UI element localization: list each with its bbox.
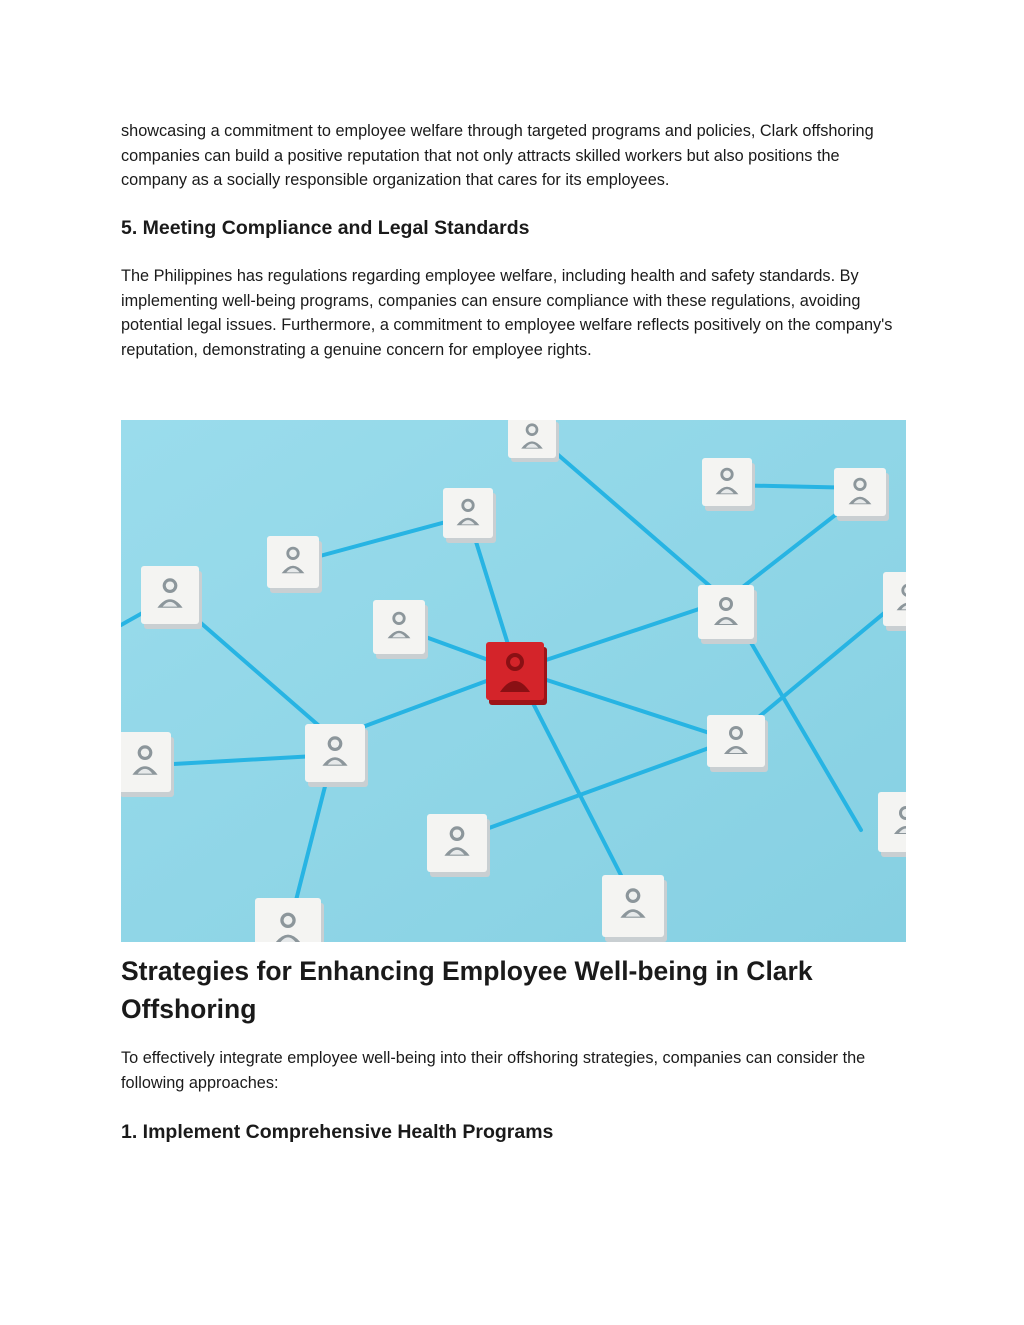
network-illustration — [121, 420, 906, 942]
person-node — [698, 585, 757, 644]
person-node — [121, 732, 174, 797]
person-node — [427, 814, 490, 877]
network-diagram-svg — [121, 420, 906, 942]
strategies-intro: To effectively integrate employee well-being into their offshoring strategies, companies can consider the following approaches: — [121, 1049, 866, 1092]
section-5-body: The Philippines has regulations regarding employee welfare, including health and safety standards. By implementing well-being programs, companies can ensure compliance with these regulations, avoiding potential legal issues. Furthermore, a commitment to employee welfare reflects positively on the company's reputation, demonstrating a genuine concern for employee rights. — [121, 267, 893, 359]
person-node — [602, 875, 667, 942]
highlighted-person-node — [486, 642, 547, 705]
person-node — [878, 792, 906, 857]
person-node — [883, 572, 906, 631]
person-node — [508, 420, 559, 462]
person-node — [141, 566, 202, 629]
person-node — [267, 536, 322, 593]
strategy-1-heading: 1. Implement Comprehensive Health Programs — [121, 1121, 554, 1143]
person-node — [443, 488, 496, 543]
section-5-heading: 5. Meeting Compliance and Legal Standards — [121, 217, 530, 239]
person-node — [373, 600, 428, 659]
intro-paragraph: showcasing a commitment to employee welfare through targeted programs and policies, Clark offshoring companies can build a positive reputation that not only attracts skilled workers but also positions the company as a socially responsible organization that cares for its employees. — [121, 122, 874, 189]
person-node — [702, 458, 755, 511]
person-node — [305, 724, 368, 787]
person-node — [834, 468, 889, 521]
strategies-heading: Strategies for Enhancing Employee Well-being in Clark Offshoring — [121, 956, 813, 1024]
person-node — [255, 898, 324, 942]
person-node — [707, 715, 768, 772]
